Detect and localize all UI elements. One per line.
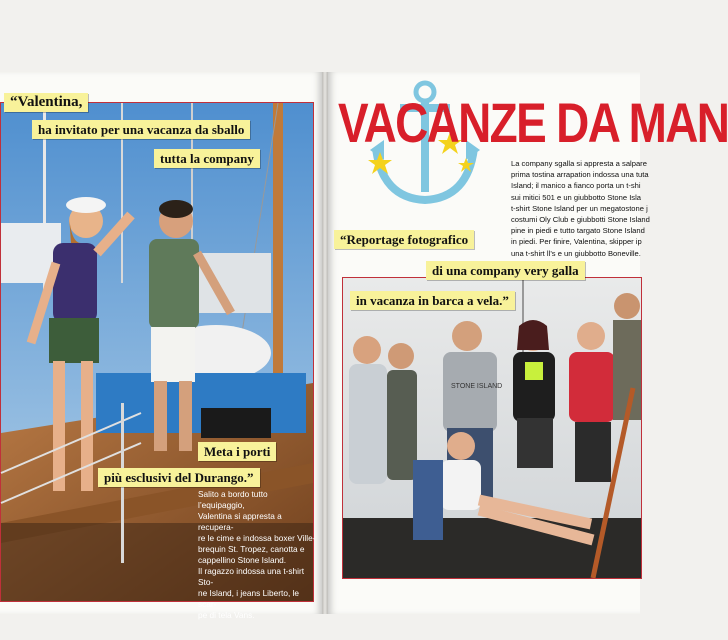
body-line: costumi Oly Club e giubbotti Stone Island xyxy=(511,215,650,225)
body-line: una t-shirt ll’s e un giubbotto Boneville. xyxy=(511,248,641,258)
crew-member xyxy=(613,293,641,420)
body-line: Il ragazzo indossa una t-shirt Sto- xyxy=(198,566,305,587)
body-line: cappellino Stone Island. xyxy=(198,555,287,565)
caption-ports: Meta i porti xyxy=(198,442,276,461)
body-line: brequin St. Tropez, canotta e xyxy=(198,544,305,554)
body-line: Valentina si appresta a recupera- xyxy=(198,511,282,532)
body-line: La company sgalla si appresta a salpare xyxy=(511,159,647,168)
body-line: sui mitici 501 e un giubbotto Stone Isla xyxy=(511,192,642,202)
caption-company: tutta la company xyxy=(154,149,260,168)
page-title: VACANZE DA MAN xyxy=(338,91,728,154)
body-line: prima tostina arrapation indossa una tuta xyxy=(511,170,649,180)
caption-vacanza: in vacanza in barca a vela.” xyxy=(350,291,515,310)
left-page xyxy=(0,72,322,620)
body-line: Salito a bordo tutto l’equipaggio, xyxy=(198,489,268,510)
right-page xyxy=(328,72,728,614)
body-line: re le cime e indossa boxer Ville- xyxy=(198,533,316,543)
left-body-text xyxy=(198,489,316,621)
right-photo xyxy=(342,277,642,579)
body-line: in piedi. Per finire, Valentina, skipper ip xyxy=(511,237,642,247)
body-line: pine in piedi e tutto targato Stone Island xyxy=(511,226,645,236)
caption-durango: più esclusivi del Durango.” xyxy=(98,468,260,487)
caption-reportage: “Reportage fotografico xyxy=(334,230,474,249)
body-line: pe di tela Vans. xyxy=(198,610,255,620)
body-line: t-shirt Stone Island per un megatostone j xyxy=(511,203,648,213)
caption-quote-open: “Valentina, xyxy=(4,93,88,112)
body-line: Island; il manico a fianco porta un t-shi xyxy=(511,181,641,191)
caption-invite: ha invitato per una vacanza da sballo xyxy=(32,120,250,139)
caption-company-galla: di una company very galla xyxy=(426,261,585,280)
body-line: ne Island, i jeans Liberto, le scar- xyxy=(198,588,300,609)
right-body-text xyxy=(511,158,651,259)
crew-group-photo xyxy=(343,278,641,578)
shirt-logo-text: STONE ISLAND xyxy=(451,383,503,390)
